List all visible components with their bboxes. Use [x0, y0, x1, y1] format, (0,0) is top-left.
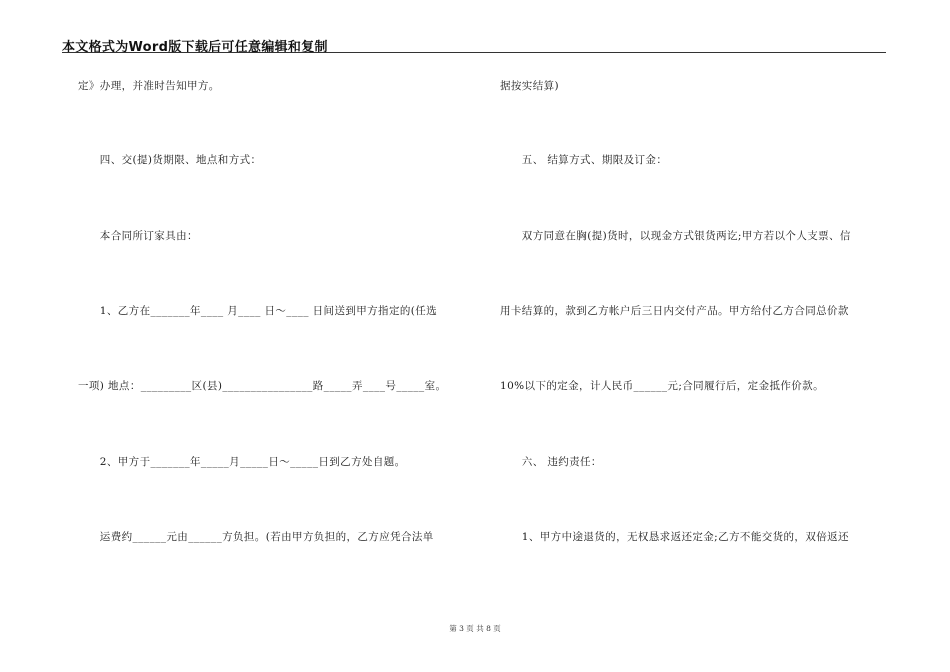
right-line-5: 10%以下的定金，计人民币______元;合同履行后，定金抵作价款。 [500, 380, 824, 392]
left-line-7: 运费约______元由______方负担。(若由甲方负担的，乙方应凭合法单 [78, 531, 434, 543]
left-line-5: 一项) 地点：_________区(县)________________路_____弄____号_____室。 [78, 380, 447, 392]
left-line-2: 四、交(提)货期限、地点和方式： [78, 154, 262, 166]
left-line-4: 1、乙方在_______年____ 月____ 日～____ 日间送到甲方指定的(任选 [78, 305, 438, 317]
page-number: 第 3 页 共 8 页 [449, 624, 501, 633]
right-line-1: 据按实结算) [500, 80, 559, 92]
right-line-2: 五、 结算方式、期限及订金： [500, 154, 668, 166]
left-line-1: 定》办理，并准时告知甲方。 [78, 80, 220, 92]
left-line-3: 本合同所订家具由： [78, 230, 198, 242]
right-line-6: 六、 违约责任： [500, 456, 602, 468]
right-line-7: 1、甲方中途退货的，无权恳求返还定金;乙方不能交货的，双倍返还 [500, 531, 849, 543]
left-line-6: 2、甲方于_______年_____月_____日～_____日到乙方处自题。 [78, 456, 406, 468]
page-header-title: 本文格式为Word版下载后可任意编辑和复制 [62, 40, 328, 55]
header-divider [62, 52, 886, 53]
right-line-3: 双方同意在胸(提)货时，以现金方式银货两讫;甲方若以个人支票、信 [500, 230, 851, 242]
right-line-4: 用卡结算的，款到乙方帐户后三日内交付产品。甲方给付乙方合同总价款 [500, 305, 849, 317]
